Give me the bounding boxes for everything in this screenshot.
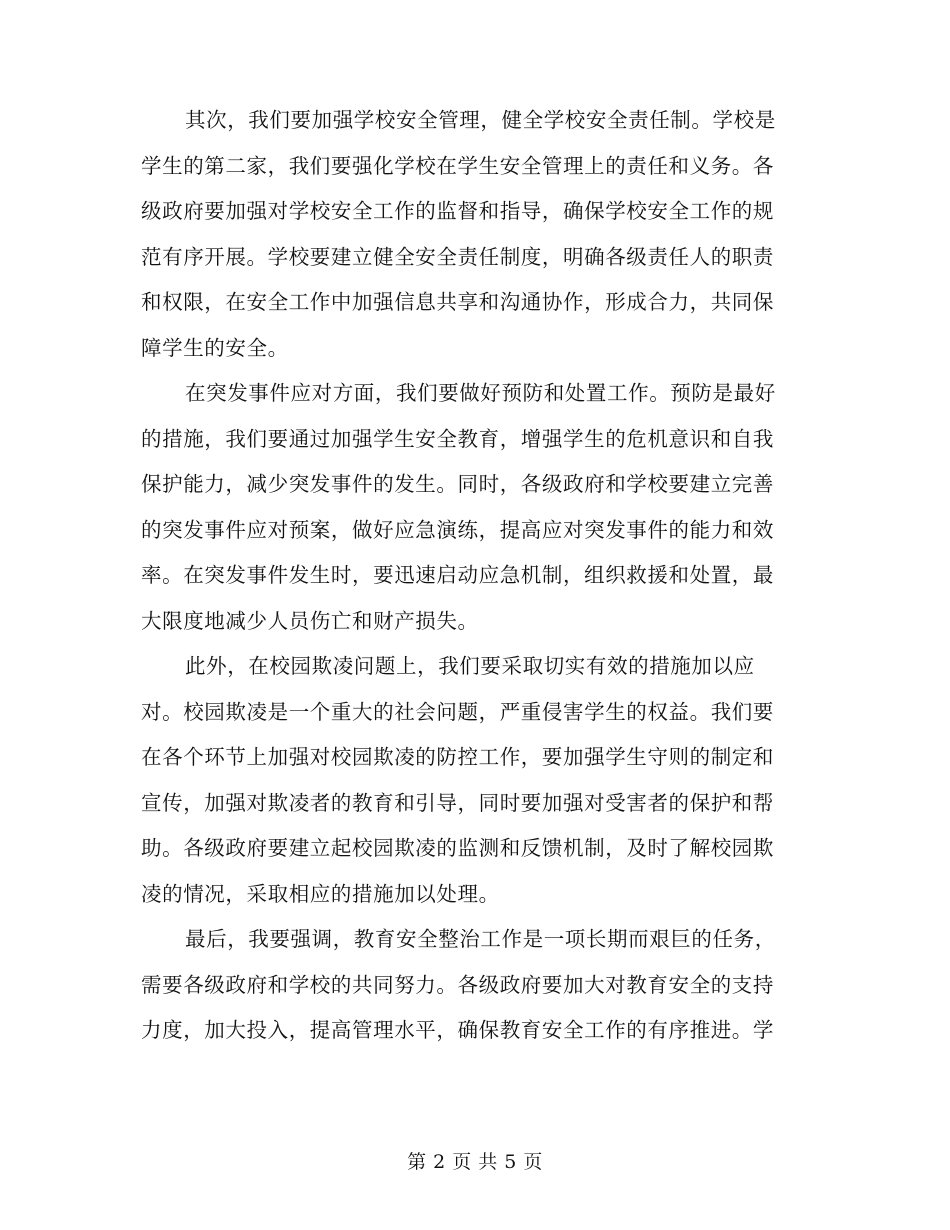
paragraph-4-line-3: 力度，加大投入，提高管理水平，确保教育安全工作的有序推进。学 bbox=[141, 1018, 774, 1042]
paragraph-4-line-2: 需要各级政府和学校的共同努力。各级政府要加大对教育安全的支持 bbox=[141, 972, 774, 997]
paragraph-3-line-5: 助。各级政府要建立起校园欺凌的监测和反馈机制，及时了解校园欺 bbox=[141, 836, 774, 860]
paragraph-1-line-1: 其次，我们要加强学校安全管理，健全学校安全责任制。学校是 bbox=[185, 108, 776, 132]
paragraph-2-line-4: 的突发事件应对预案，做好应急演练，提高应对突发事件的能力和效 bbox=[141, 517, 774, 542]
paragraph-2-line-2: 的措施，我们要通过加强学生安全教育，增强学生的危机意识和自我 bbox=[141, 426, 774, 451]
paragraph-1-line-5: 和权限，在安全工作中加强信息共享和沟通协作，形成合力，共同保 bbox=[141, 290, 774, 314]
paragraph-1-line-2: 学生的第二家，我们要强化学校在学生安全管理上的责任和义务。各 bbox=[141, 153, 774, 178]
paragraph-3-line-3: 在各个环节上加强对校园欺凌的防控工作，要加强学生守则的制定和 bbox=[141, 745, 774, 769]
paragraph-2-line-6: 大限度地减少人员伤亡和财产损失。 bbox=[141, 608, 479, 633]
paragraph-1-line-6: 障学生的安全。 bbox=[141, 335, 289, 360]
paragraph-3-line-4: 宣传，加强对欺凌者的教育和引导，同时要加强对受害者的保护和帮 bbox=[141, 790, 774, 815]
paragraph-2-line-1: 在突发事件应对方面，我们要做好预防和处置工作。预防是最好 bbox=[185, 381, 776, 405]
paragraph-2-line-5: 率。在突发事件发生时，要迅速启动应急机制，组织救援和处置，最 bbox=[141, 563, 774, 587]
body-text bbox=[141, 98, 801, 1054]
page-number-label: 第 2 页 共 5 页 bbox=[407, 1151, 543, 1173]
page-footer bbox=[0, 1147, 950, 1174]
paragraph-1-line-4: 范有序开展。学校要建立健全安全责任制度，明确各级责任人的职责 bbox=[141, 244, 774, 269]
paragraph-1-line-3: 级政府要加强对学校安全工作的监督和指导，确保学校安全工作的规 bbox=[141, 199, 774, 223]
paragraph-2-line-3: 保护能力，减少突发事件的发生。同时，各级政府和学校要建立完善 bbox=[141, 472, 774, 496]
paragraph-3-line-2: 对。校园欺凌是一个重大的社会问题，严重侵害学生的权益。我们要 bbox=[141, 699, 774, 724]
paragraph-3-line-6: 凌的情况，采取相应的措施加以处理。 bbox=[141, 881, 500, 906]
paragraph-3-line-1: 此外，在校园欺凌问题上，我们要采取切实有效的措施加以应 bbox=[185, 654, 755, 678]
paragraph-4-line-1: 最后，我要强调，教育安全整治工作是一项长期而艰巨的任务， bbox=[185, 927, 776, 951]
